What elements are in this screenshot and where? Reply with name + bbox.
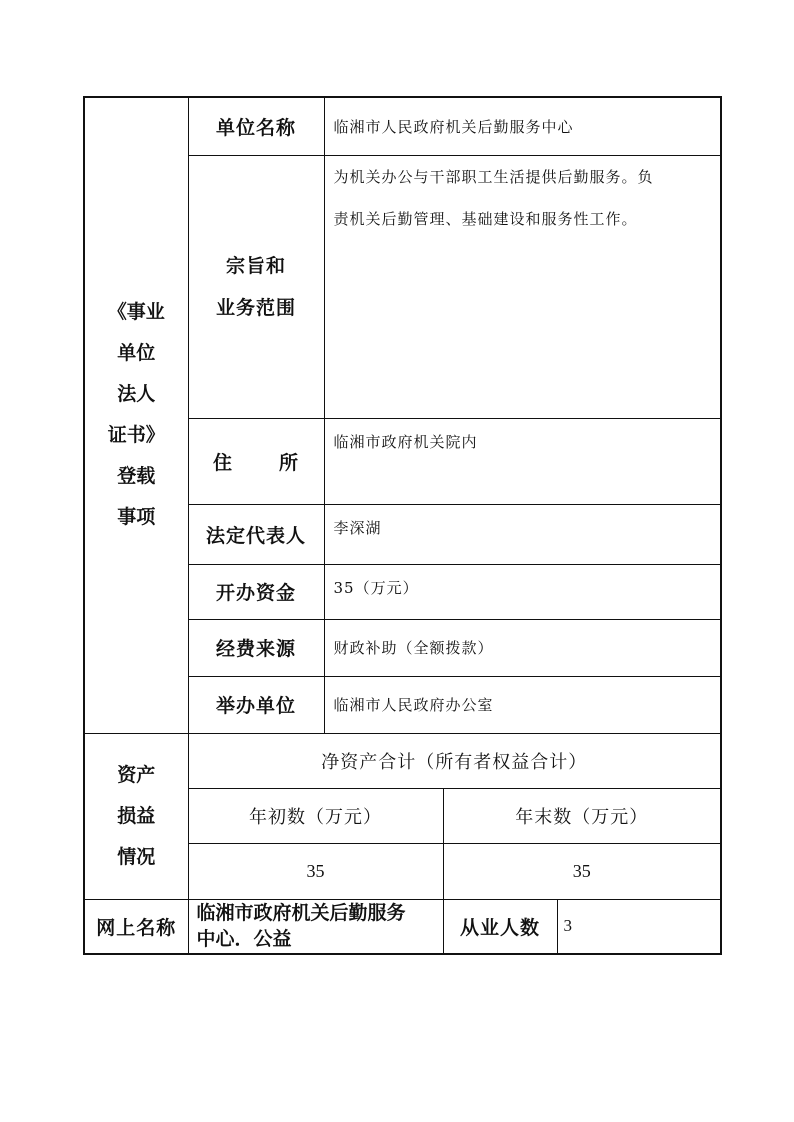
registration-table (83, 96, 722, 955)
funds-label: 开办资金 (188, 564, 324, 619)
purpose-line: 为机关办公与干部职工生活提供后勤服务。负 (333, 167, 654, 186)
purpose-line: 责机关后勤管理、基础建设和服务性工作。 (333, 209, 638, 228)
section-line: 损益 (117, 804, 156, 827)
row-unit-name (84, 97, 721, 155)
purpose-value (324, 155, 721, 418)
begin-of-year-value: 35 (188, 843, 443, 899)
section-line: 单位 (117, 342, 156, 365)
sponsor-label: 举办单位 (188, 676, 324, 733)
employees-label: 从业人数 (443, 899, 557, 954)
section-line: 事项 (117, 506, 156, 529)
end-of-year-value: 35 (443, 843, 721, 899)
section-line: 登载 (117, 465, 156, 488)
address-label-part2: 所 (279, 451, 300, 474)
row-net-assets-header (84, 733, 721, 788)
purpose-label (188, 155, 324, 418)
address-value: 临湘市政府机关院内 (324, 418, 721, 504)
unit-name-label: 单位名称 (188, 97, 324, 155)
begin-of-year-header: 年初数（万元） (188, 788, 443, 843)
section-line: 证书》 (107, 424, 165, 447)
section-label-assets (84, 733, 188, 899)
online-name-line: 临湘市政府机关后勤服务 (196, 902, 406, 925)
purpose-label-line: 业务范围 (215, 296, 296, 319)
address-label (188, 418, 324, 504)
online-name-line: 中心．公益 (196, 928, 292, 951)
legal-rep-label: 法定代表人 (188, 504, 324, 564)
online-name-label: 网上名称 (84, 899, 188, 954)
funding-source-label: 经费来源 (188, 619, 324, 676)
section-line: 情况 (117, 845, 156, 868)
unit-name-value: 临湘市人民政府机关后勤服务中心 (324, 97, 721, 155)
row-online-name (84, 899, 721, 954)
section-line: 《事业 (107, 301, 165, 324)
funding-source-value: 财政补助（全额拨款） (324, 619, 721, 676)
address-label-part1: 住 (212, 451, 233, 474)
online-name-value (188, 899, 443, 954)
sponsor-value: 临湘市人民政府办公室 (324, 676, 721, 733)
net-assets-header: 净资产合计（所有者权益合计） (188, 733, 721, 788)
section-line: 法人 (117, 383, 156, 406)
section-line: 资产 (117, 763, 156, 786)
employees-value: 3 (557, 899, 721, 954)
end-of-year-header: 年末数（万元） (443, 788, 721, 843)
funds-value: 35（万元） (324, 564, 721, 619)
legal-rep-value: 李深湖 (324, 504, 721, 564)
section-label-registration (84, 97, 188, 733)
purpose-label-line: 宗旨和 (225, 254, 286, 277)
